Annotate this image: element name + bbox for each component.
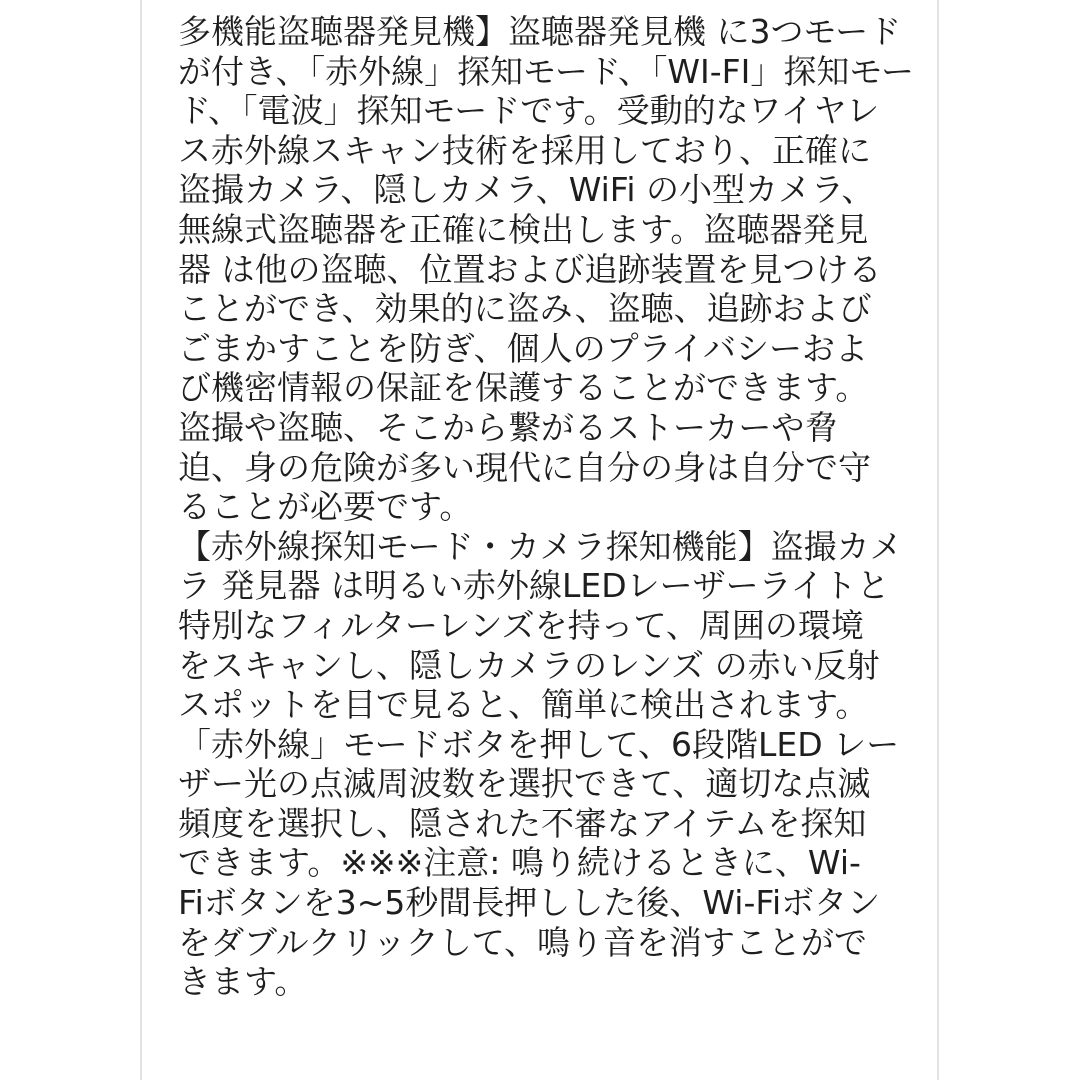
description-line: ことができ、効果的に盗み、盗聴、追跡および — [178, 289, 872, 329]
description-line: 頻度を選択し、隠された不審なアイテムを探知 — [178, 803, 867, 843]
description-line: ド、「電波」探知モードです。受動的なワイヤレ — [178, 91, 880, 131]
product-description — [178, 12, 918, 1002]
description-line: ザー光の点滅周波数を選択できて、適切な点滅 — [178, 764, 871, 804]
description-line: 器 は他の盗聴、位置および追跡装置を見つける — [178, 249, 882, 289]
description-line: 「赤外線」モードボタを押して、6段階LED レー — [178, 724, 900, 764]
description-line: できます。※※※注意: 鳴り続けるときに、Wi- — [178, 843, 861, 883]
description-line: び機密情報の保証を保護することができます。 — [178, 368, 869, 408]
description-line: 【赤外線探知モード・カメラ探知機能】盗撮カメ — [178, 526, 903, 566]
description-line: が付き、「赤外線」探知モード、「WI-FI」探知モー — [178, 51, 915, 91]
description-line: きます。 — [178, 962, 308, 1002]
description-line: ごまかすことを防ぎ、個人のプライバシーおよ — [178, 328, 869, 368]
description-line: Fiボタンを3~5秒間長押しした後、Wi-Fiボタン — [178, 883, 881, 923]
description-line: ラ 発見器 は明るい赤外線LEDレーザーライトと — [178, 566, 890, 606]
description-line: 無線式盗聴器を正確に検出します。盗聴器発見 — [178, 209, 869, 249]
description-line: 特別なフィルターレンズを持って、周囲の環境 — [178, 605, 864, 645]
left-border-line — [140, 0, 142, 1080]
description-line: 盗撮や盗聴、そこから繋がるストーカーや脅 — [178, 407, 838, 447]
right-border-line — [937, 0, 939, 1080]
description-line: をスキャンし、隠しカメラのレンズ の赤い反射 — [178, 645, 880, 685]
description-line: 盗撮カメラ、隠しカメラ、WiFi の小型カメラ、 — [178, 170, 875, 210]
description-line: ス赤外線スキャン技術を採用しており、正確に — [178, 130, 871, 170]
description-line: 多機能盗聴器発見機】盗聴器発見機 に3つモード — [178, 12, 902, 51]
description-line: 迫、身の危険が多い現代に自分の身は自分で守 — [178, 447, 871, 487]
description-line: をダブルクリックして、鳴り音を消すことがで — [178, 922, 868, 962]
description-line: ることが必要です。 — [178, 487, 473, 527]
description-line: スポットを目で見ると、簡単に検出されます。 — [178, 685, 869, 725]
